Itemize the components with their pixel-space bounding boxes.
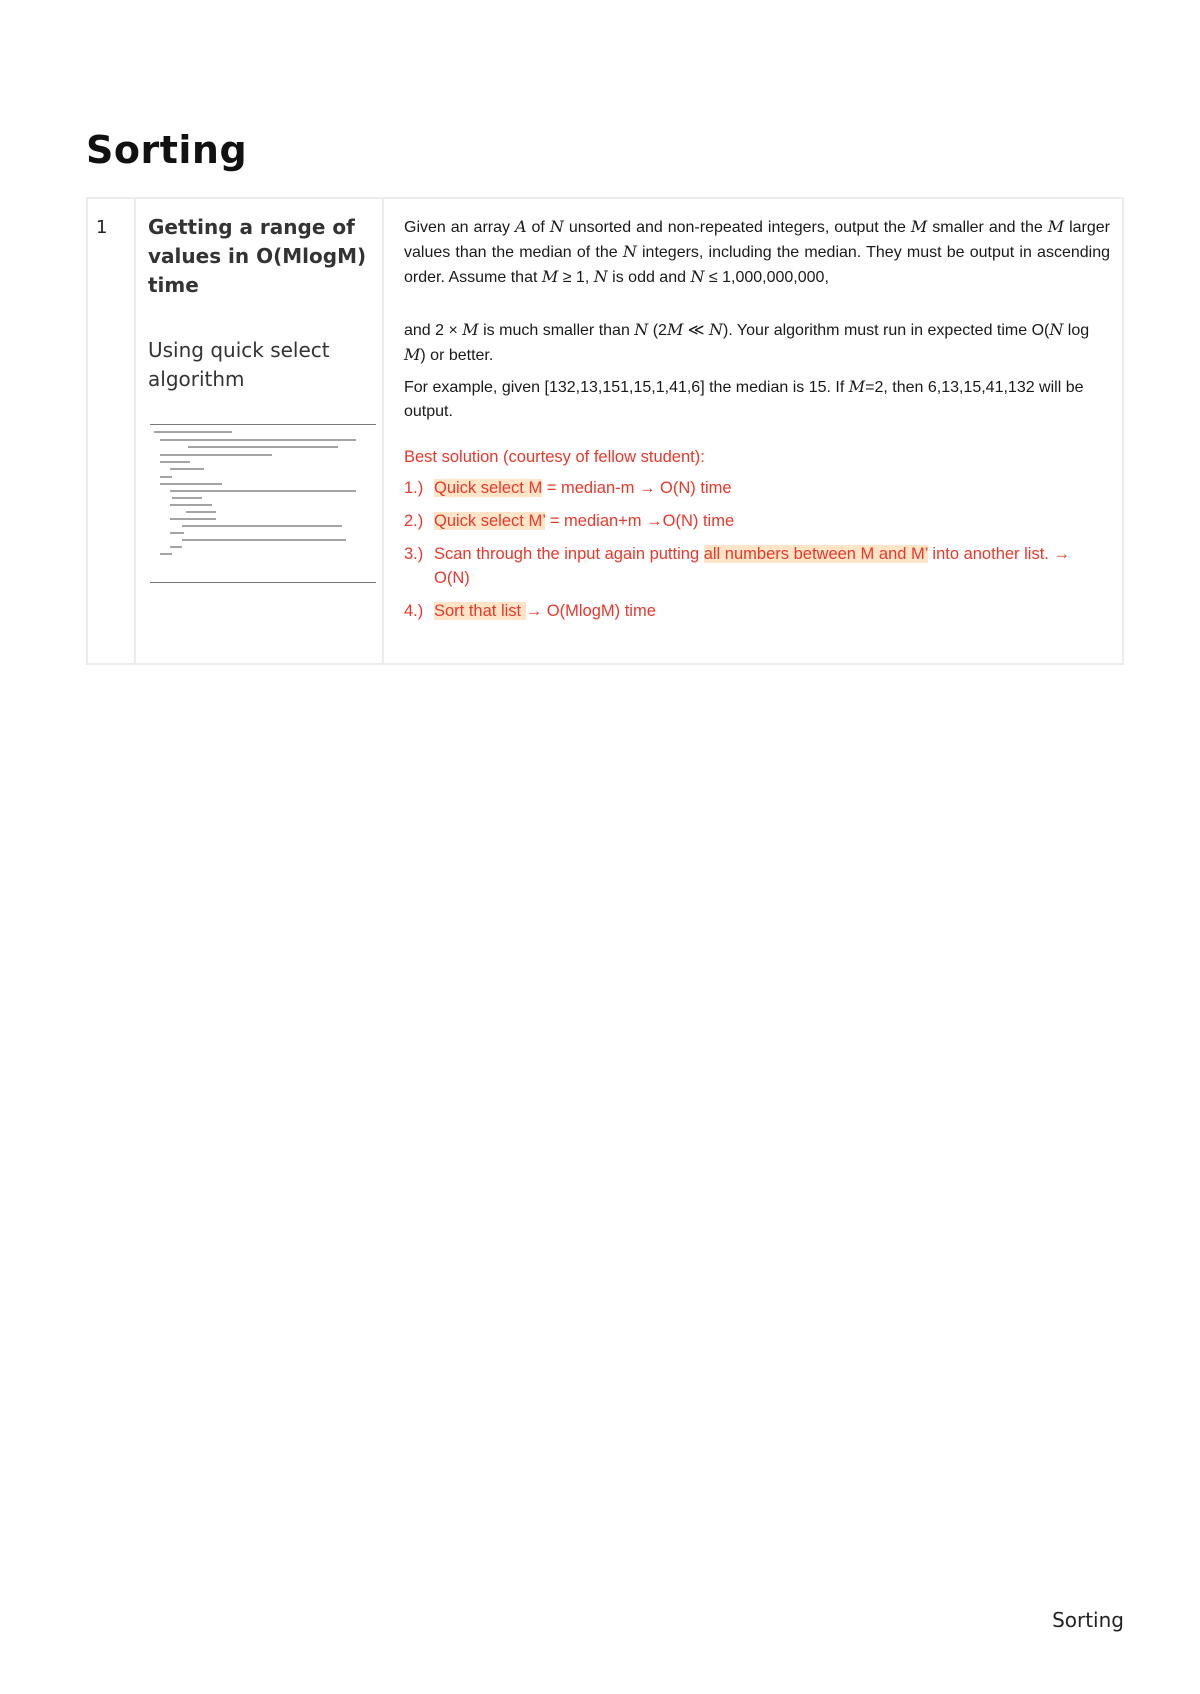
number-cell — [87, 198, 135, 664]
problem-paragraph-1: Given an array A of N unsorted and non-repeated integers, output the M smaller and the M larger values than the median of the N integers, including the median. They must be output in ascending order. Assume that M ≥ 1, N is odd and N ≤ 1,000,000,000, — [404, 217, 1110, 286]
solution-heading: Best solution (courtesy of fellow student): — [404, 448, 705, 466]
page-footer: Sorting — [1052, 1608, 1124, 1632]
entry-number: 1 — [96, 217, 108, 238]
example-paragraph: For example, given [132,13,151,15,1,41,6] the median is 15. If M=2, then 6,13,15,41,132 will be output. — [404, 377, 1084, 420]
problem-paragraph-2: and 2 × M is much smaller than N (2M ≪ N). Your algorithm must run in expected time O(N log M) or better. — [404, 320, 1090, 364]
table-row — [87, 198, 1123, 664]
pseudocode-image — [150, 424, 376, 583]
content-cell — [383, 198, 1123, 664]
solution-steps — [404, 476, 1110, 623]
solution-step-4: 4.) Sort that list → O(MlogM) time — [404, 602, 656, 620]
solution-step-3: 3.) Scan through the input again putting all numbers between M and M’ into another list. → O(N) — [404, 545, 1070, 587]
entry-subtitle: Using quick select algorithm — [148, 338, 330, 391]
entry-title: Getting a range of values in O(MlogM) time — [148, 215, 367, 297]
title-cell — [135, 198, 383, 664]
entry-table — [86, 197, 1124, 665]
solution-step-2: 2.) Quick select M’ = median+m →O(N) time — [404, 512, 735, 530]
page-title: Sorting — [86, 128, 248, 172]
solution-step-1: 1.) Quick select M = median-m → O(N) time — [404, 479, 732, 497]
